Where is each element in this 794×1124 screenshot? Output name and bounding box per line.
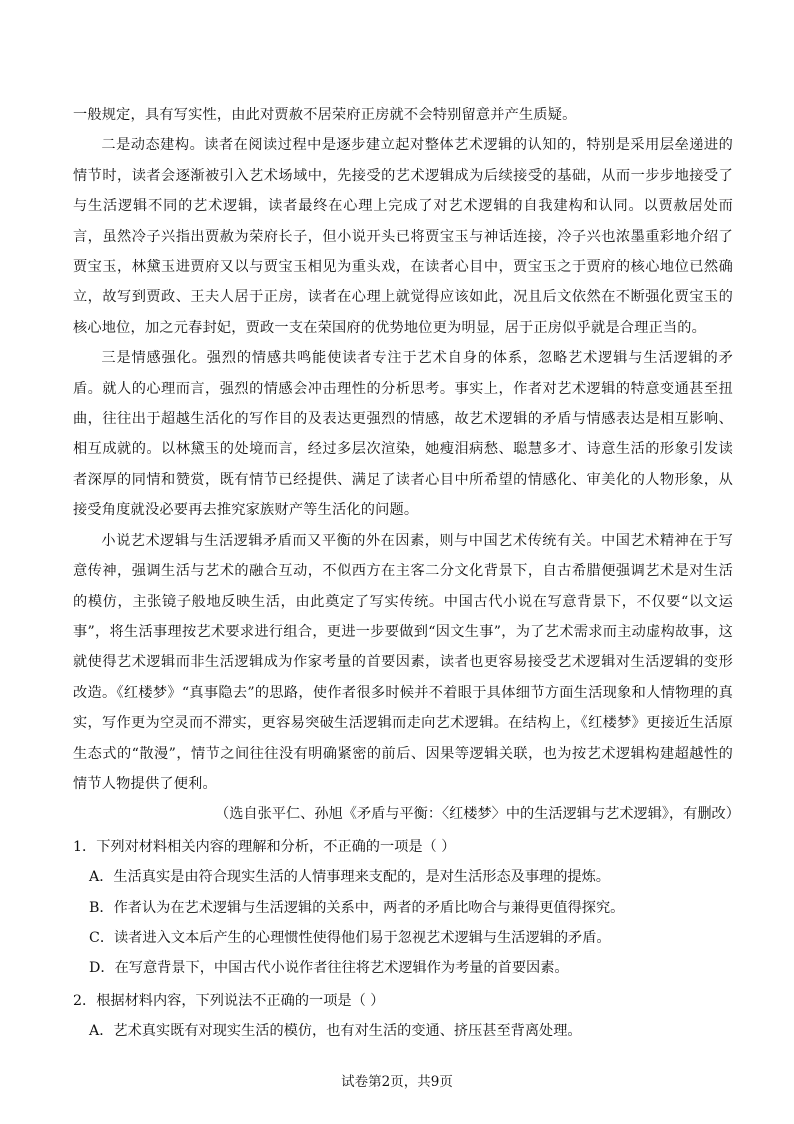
- article-body: [73, 100, 740, 1047]
- source-citation: （选自张平仁、孙旭《矛盾与平衡：〈红楼梦〉中的生活逻辑与艺术逻辑》，有删改）: [215, 806, 740, 823]
- question-stem: 2．根据材料内容，下列说法不正确的一项是（ ）: [73, 992, 385, 1009]
- paragraph-emotional-reinforcement: 三是情感强化。强烈的情感共鸣能使读者专注于艺术自身的体系，忽略艺术逻辑与生活逻辑的矛盾。就人的心理而言，强烈的情感会冲击理性的分析思考。事实上，作者对艺术逻辑的特意变通甚至扭曲，往往出于超越生活化的写作目的及表达更强烈的情感，故艺术逻辑的矛盾与情感表达是相互影响、相互成就的。以林黛玉的处境而言，经过多层次渲染，她瘦泪病愁、聪慧多才、诗意生活的形象引发读者深厚的同情和赞赏，既有情节已经提供、满足了读者心目中所希望的情感化、审美化的人物形象，从接受角度就没必要再去推究家族财产等生活化的问题。: [73, 350, 733, 519]
- question-stem: 1．下列对材料相关内容的理解和分析，不正确的一项是（ ）: [73, 838, 456, 855]
- paragraph-continued: 一般规定，具有写实性，由此对贾赦不居荣府正房就不会特别留意并产生质疑。: [73, 107, 577, 123]
- page-footer: 试卷第2页，共9页: [341, 1074, 453, 1090]
- option-a: A．艺术真实既有对现实生活的模仿，也有对生活的变通、挤压甚至背离处理。: [89, 1023, 582, 1040]
- question-1: [73, 832, 733, 984]
- paragraph-external-factors: 小说艺术逻辑与生活逻辑矛盾而又平衡的外在因素，则与中国艺术传统有关。中国艺术精神在于写意传神，强调生活与艺术的融合互动，不似西方在主客二分文化背景下，自古希腊便强调艺术是对生活的模仿，主张镜子般地反映生活，由此奠定了写实传统。中国古代小说在写意背景下，不仅要“以文运事”，将生活事理按艺术要求进行组合，更进一步要做到“因文生事”，为了艺术需求而主动虚构故事，这就使得艺术逻辑而非生活逻辑成为作家考量的首要因素，读者也更容易接受艺术逻辑对生活逻辑的变形改造。《红楼梦》“真事隐去”的思路，使作者很多时候并不着眼于具体细节方面生活现象和人情物理的真实，写作更为空灵而不滞实，更容易突破生活逻辑而走向艺术逻辑。在结构上，《红楼梦》更接近生活原生态式的“散漫”，情节之间往往没有明确紧密的前后、因果等逻辑关联，也为按艺术逻辑构建超越性的情节人物提供了便利。: [73, 532, 733, 792]
- question-2: [73, 986, 733, 1047]
- paragraph-dynamic-construction: 二是动态建构。读者在阅读过程中是逐步建立起对整体艺术逻辑的认知的，特别是采用层垒递进的情节时，读者会逐渐被引入艺术场域中，先接受的艺术逻辑成为后续接受的基础，从而一步步地接受了与生活逻辑不同的艺术逻辑，读者最终在心理上完成了对艺术逻辑的自我建构和认同。以贾赦居处而言，虽然冷子兴指出贾赦为荣府长子，但小说开头已将贾宝玉与神话连接，冷子兴也浓墨重彩地介绍了贾宝玉，林黛玉进贾府又以与贾宝玉相见为重头戏，在读者心目中，贾宝玉之于贾府的核心地位已然确立，故写到贾政、王夫人居于正房，读者在心理上就觉得应该如此，况且后文依然在不断强化贾宝玉的核心地位，加之元春封妃，贾政一支在荣国府的优势地位更为明显，居于正房似乎就是合理正当的。: [73, 137, 733, 336]
- option-b: B．作者认为在艺术逻辑与生活逻辑的关系中，两者的矛盾比吻合与兼得更值得探究。: [89, 899, 625, 916]
- option-c: C．读者进入文本后产生的心理惯性使得他们易于忽视艺术逻辑与生活逻辑的矛盾。: [89, 929, 611, 946]
- option-d: D．在写意背景下，中国古代小说作者往往将艺术逻辑作为考量的首要因素。: [89, 960, 569, 977]
- option-a: A．生活真实是由符合现实生活的人情事理来支配的，是对生活形态及事理的提炼。: [89, 869, 610, 886]
